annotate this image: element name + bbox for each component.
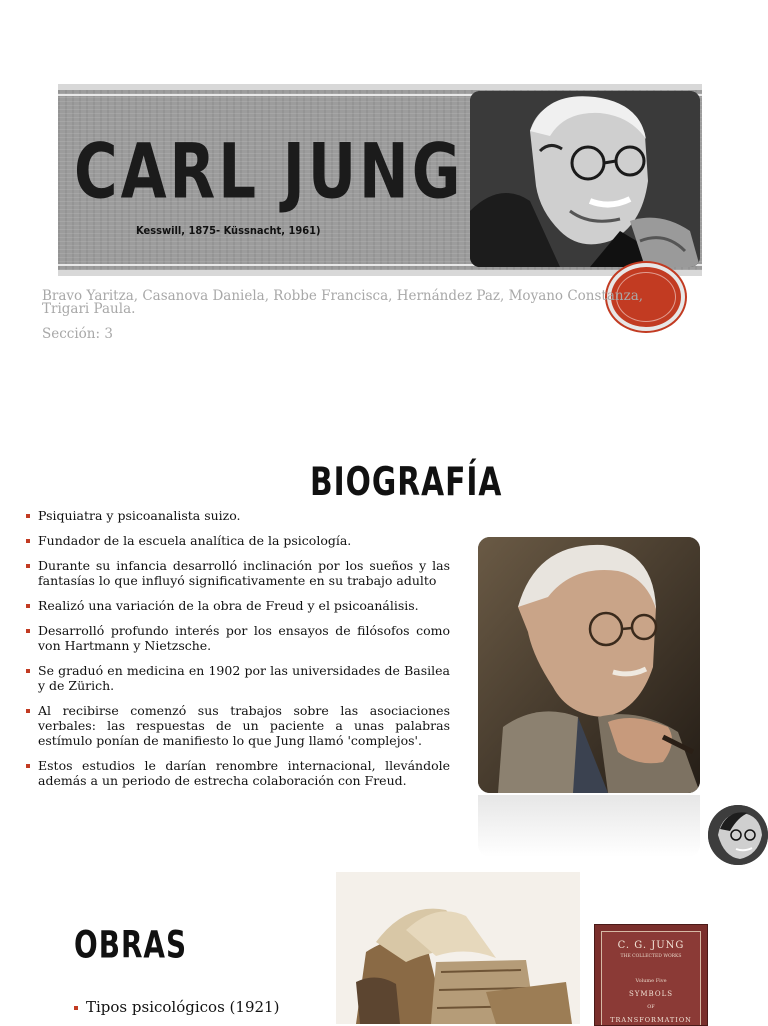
bullet-icon xyxy=(26,539,30,543)
list-item: Fundador de la escuela analítica de la psicología. xyxy=(26,533,450,548)
bullet-icon xyxy=(26,604,30,608)
symbols-of-transformation-cover xyxy=(594,924,708,1026)
jung-photo xyxy=(478,537,700,793)
obras-list xyxy=(74,998,279,1016)
obras-title: OBRAS xyxy=(74,924,188,968)
section-label: Sección: 3 xyxy=(42,326,113,342)
bullet-icon xyxy=(26,764,30,768)
list-item: Estos estudios le darían renombre internacional, llevándole además a un periodo de estrecha colaboración con Freud. xyxy=(26,758,450,788)
photo-reflection xyxy=(478,795,700,857)
bullet-icon xyxy=(26,514,30,518)
list-item: Desarrolló profundo interés por los ensayos de filósofos como von Hartmann y Nietzsche. xyxy=(26,623,450,653)
slide-title: CARL JUNG xyxy=(74,127,464,216)
old-books-image xyxy=(336,872,580,1024)
book-series: THE COLLECTED WORKS xyxy=(620,954,682,959)
bullet-icon xyxy=(26,564,30,568)
jung-sketch-thumbnail xyxy=(708,805,768,865)
jung-illustration xyxy=(470,91,700,267)
bullet-icon xyxy=(26,709,30,713)
list-item: Realizó una variación de la obra de Freud y el psicoanálisis. xyxy=(26,598,450,613)
book-author: C. G. JUNG xyxy=(617,940,685,951)
book-volume: Volume Five xyxy=(635,978,667,984)
slide-subtitle: Kesswill, 1875- Küssnacht, 1961) xyxy=(136,224,321,237)
list-item: Se graduó en medicina en 1902 por las universidades de Basilea y de Zürich. xyxy=(26,663,450,693)
book-title-line-1: SYMBOLS xyxy=(628,990,674,998)
bullet-icon xyxy=(26,669,30,673)
bullet-icon xyxy=(26,629,30,633)
list-item: Psiquiatra y psicoanalista suizo. xyxy=(26,508,450,523)
authors-line: Bravo Yaritza, Casanova Daniela, Robbe Francisca, Hernández Paz, Moyano Constanza, Trigari Paula. xyxy=(42,288,644,317)
biografia-list xyxy=(26,508,450,798)
list-item: Durante su infancia desarrolló inclinación por los sueños y las fantasías lo que influyó significativamente en su trabajo adulto xyxy=(26,558,450,588)
book-title-line-2: OF xyxy=(647,1004,655,1010)
biografia-title: BIOGRAFÍA xyxy=(310,458,503,505)
list-item: Tipos psicológicos (1921) xyxy=(74,998,279,1016)
bullet-icon xyxy=(74,1006,78,1010)
list-item: Al recibirse comenzó sus trabajos sobre las asociaciones verbales: las respuestas de un paciente a unas palabras estímulo ponían de manifiesto lo que Jung llamó 'complejos'. xyxy=(26,703,450,748)
book-title-line-3: TRANSFORMATION xyxy=(610,1016,692,1024)
